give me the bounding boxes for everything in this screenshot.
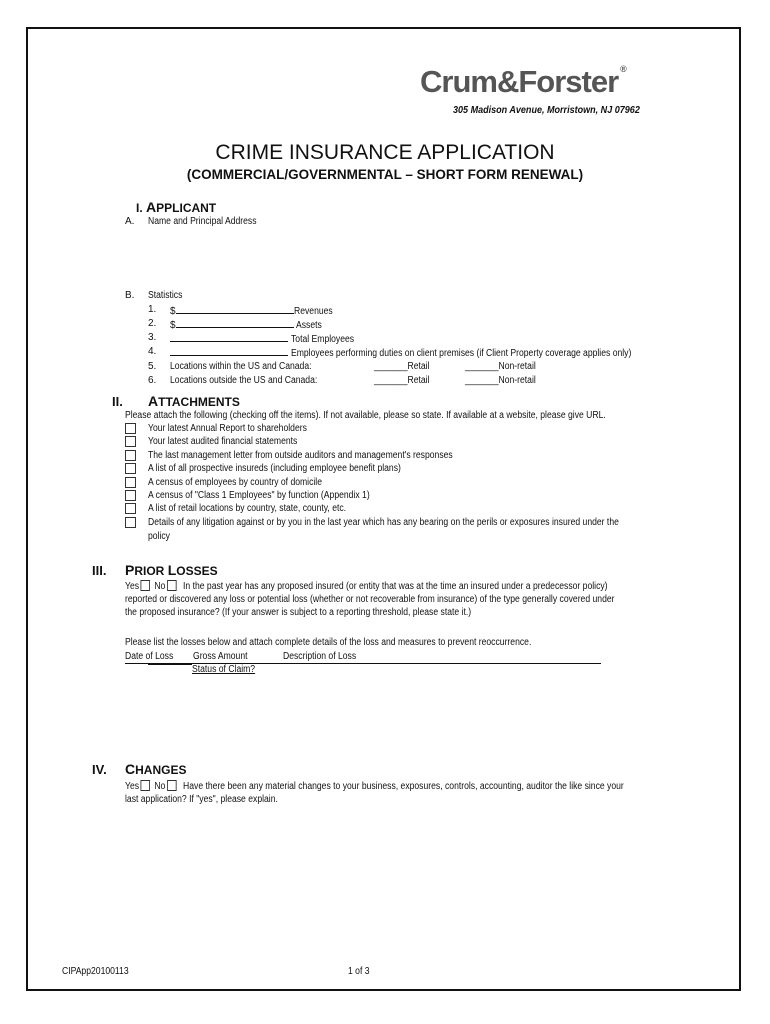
stat-number: 3.: [148, 332, 157, 343]
col-status-of-claim: Status of Claim?: [148, 664, 265, 675]
changes-question-row: Yes No Have there been any material changes to your business, exposures, controls, accounting, auditor the like since your: [125, 781, 624, 792]
attachment-item: A list of retail locations by country, state, county, etc.: [148, 503, 347, 514]
section-heading-prior-losses: PRIOR LOSSES: [125, 562, 218, 578]
attachment-checkbox[interactable]: [125, 450, 136, 461]
stat-number: 1.: [148, 304, 157, 315]
company-logo: Crum&Forster ®: [420, 64, 626, 99]
total-employees-field[interactable]: [170, 332, 288, 342]
no-checkbox[interactable]: [167, 780, 176, 791]
attachment-checkbox[interactable]: [125, 477, 136, 488]
locations-outside-label: Locations outside the US and Canada:: [170, 375, 318, 386]
yes-label: Yes: [125, 781, 140, 792]
no-label: No: [154, 781, 166, 792]
losses-list-intro: Please list the losses below and attach complete details of the loss and measures to prevent reoccurrence.: [125, 637, 532, 648]
section-heading-attachments: ATTACHMENTS: [148, 393, 240, 409]
stat-assets-row: $ Assets: [170, 320, 323, 331]
prior-losses-question-row: Yes No In the past year has any proposed insured (or entity that was at the time an insured under a predecessor policy): [125, 581, 608, 592]
attachment-checkbox[interactable]: [125, 463, 136, 474]
stat-number: 5.: [148, 361, 157, 372]
client-premises-employees-field[interactable]: [170, 346, 288, 356]
section-heading-applicant: I. APPLICANT: [136, 199, 217, 215]
statistics-label: Statistics: [148, 290, 183, 301]
col-gross-amount: Gross Amount: [193, 651, 248, 662]
attachment-checkbox[interactable]: [125, 490, 136, 501]
revenues-field[interactable]: [176, 304, 294, 314]
attachment-checkbox[interactable]: [125, 503, 136, 514]
form-subtitle: (COMMERCIAL/GOVERNMENTAL – SHORT FORM RENEWAL): [186, 167, 584, 182]
stat-revenues-row: $ Revenues: [170, 306, 333, 317]
form-title: CRIME INSURANCE APPLICATION: [215, 141, 555, 164]
assets-field[interactable]: [176, 318, 294, 328]
attachment-item-continued: policy: [148, 531, 170, 542]
attachment-checkbox[interactable]: [125, 436, 136, 447]
form-id: CIPApp20100113: [62, 966, 129, 977]
col-date-of-loss: Date of Loss: [125, 651, 174, 662]
stat-number: 2.: [148, 318, 157, 329]
yes-checkbox[interactable]: [141, 780, 150, 791]
item-marker: B.: [125, 290, 135, 301]
locations-outside-retail-field[interactable]: _______Retail: [374, 375, 430, 386]
attachment-item: Details of any litigation against or by you in the last year which has any bearing on the perils or exposures insured under the: [148, 517, 619, 528]
stat-employees-row: Total Employees: [170, 332, 364, 345]
changes-question-line: last application? If "yes", please explain.: [125, 794, 278, 805]
attachment-item: The last management letter from outside auditors and management's responses: [148, 450, 453, 461]
attachment-item: A census of employees by country of domicile: [148, 477, 323, 488]
locations-us-nonretail-field[interactable]: _______Non-retail: [465, 361, 536, 372]
locations-us-retail-field[interactable]: _______Retail: [374, 361, 430, 372]
attachments-intro: Please attach the following (checking off the items). If not available, please so state. If available at a website, please give URL.: [125, 410, 606, 421]
yes-label: Yes: [125, 581, 140, 592]
company-address: 305 Madison Avenue, Morristown, NJ 07962: [453, 104, 640, 116]
section-number: II.: [112, 394, 123, 409]
page-number: 1 of 3: [348, 966, 370, 977]
stat-number: 4.: [148, 346, 157, 357]
attachment-item: A census of "Class 1 Employees" by function (Appendix 1): [148, 490, 370, 501]
attachment-item: A list of all prospective insureds (including employee benefit plans): [148, 463, 401, 474]
attachment-checkbox[interactable]: [125, 517, 136, 528]
section-heading-changes: CHANGES: [125, 761, 187, 777]
prior-losses-question-line: reported or discovered any loss or potential loss (whether or not recoverable from insurance) of the type generally covered under: [125, 594, 615, 605]
section-number: IV.: [92, 762, 107, 777]
no-label: No: [154, 581, 166, 592]
stat-client-premises-row: Employees performing duties on client premises (if Client Property coverage applies only): [170, 346, 687, 359]
attachment-item: Your latest audited financial statements: [148, 436, 298, 447]
attachment-checkbox[interactable]: [125, 423, 136, 434]
col-description: Description of Loss: [283, 651, 357, 662]
locations-outside-nonretail-field[interactable]: _______Non-retail: [465, 375, 536, 386]
attachment-item: Your latest Annual Report to shareholders: [148, 423, 307, 434]
yes-checkbox[interactable]: [141, 580, 150, 591]
no-checkbox[interactable]: [167, 580, 176, 591]
name-address-label: Name and Principal Address: [148, 216, 257, 227]
section-number: III.: [92, 563, 107, 578]
prior-losses-question-line: the proposed insurance? (If your answer is subject to a reporting threshold, please state it.): [125, 607, 472, 618]
stat-number: 6.: [148, 375, 157, 386]
item-marker: A.: [125, 216, 135, 227]
locations-us-label: Locations within the US and Canada:: [170, 361, 312, 372]
losses-table-header: [125, 651, 601, 664]
